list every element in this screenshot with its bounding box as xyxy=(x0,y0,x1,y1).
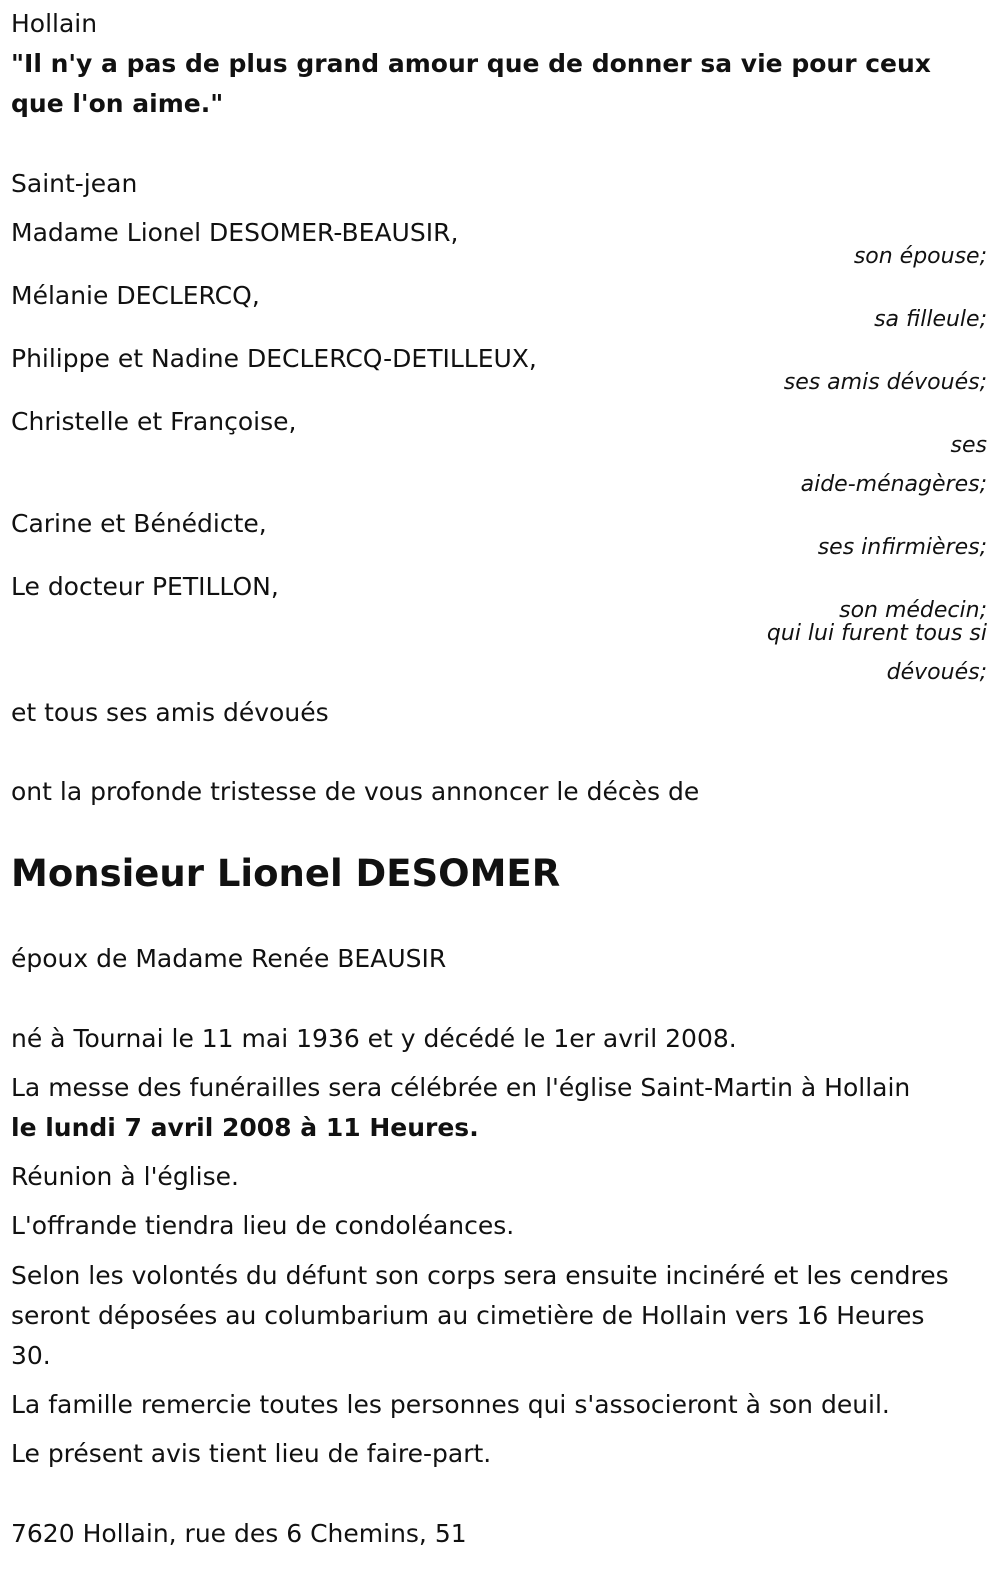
village-name: Hollain xyxy=(11,9,98,38)
family-relation-doctor-extra1: qui lui furent tous si xyxy=(766,621,987,646)
family-relation-doctor-extra2: dévoués; xyxy=(886,660,987,685)
spouse-line: époux de Madame Renée BEAUSIR xyxy=(11,944,447,973)
notice-line: Le présent avis tient lieu de faire-part. xyxy=(11,1439,492,1468)
family-name-doctor: Le docteur PETILLON, xyxy=(11,572,279,601)
announcement-line: ont la profonde tristesse de vous annoncer le décès de xyxy=(11,777,700,806)
deceased-name: Monsieur Lionel DESOMER xyxy=(11,852,561,895)
address-line: 7620 Hollain, rue des 6 Chemins, 51 xyxy=(11,1519,467,1548)
family-name-friends: Philippe et Nadine DECLERCQ-DETILLEUX, xyxy=(11,344,537,373)
place-name: Saint-jean xyxy=(11,169,138,198)
thanks-line: La famille remercie toutes les personnes qui s'associeront à son deuil. xyxy=(11,1390,890,1419)
mass-line: La messe des funérailles sera célébrée en l'église Saint-Martin à Hollain xyxy=(11,1073,911,1102)
friends-line: et tous ses amis dévoués xyxy=(11,698,329,727)
mass-date: le lundi 7 avril 2008 à 11 Heures. xyxy=(11,1113,479,1142)
birth-death-line: né à Tournai le 11 mai 1936 et y décédé le 1er avril 2008. xyxy=(11,1024,737,1053)
family-name-spouse: Madame Lionel DESOMER-BEAUSIR, xyxy=(11,218,459,247)
family-name-housekeepers: Christelle et Françoise, xyxy=(11,407,297,436)
family-relation-doctor: son médecin; xyxy=(839,598,987,623)
family-relation-friends: ses amis dévoués; xyxy=(783,370,987,395)
family-name-nurses: Carine et Bénédicte, xyxy=(11,509,267,538)
family-relation-housekeepers-line1: ses xyxy=(950,433,987,458)
meeting-line: Réunion à l'église. xyxy=(11,1162,239,1191)
family-relation-housekeepers-line2: aide-ménagères; xyxy=(800,472,987,497)
family-relation-goddaughter: sa filleule; xyxy=(874,307,987,332)
epigraph-quote: "Il n'y a pas de plus grand amour que de donner sa vie pour ceux que l'on aime." xyxy=(11,49,931,118)
family-relation-spouse: son épouse; xyxy=(853,244,987,269)
family-relation-nurses: ses infirmières; xyxy=(817,535,987,560)
family-name-goddaughter: Mélanie DECLERCQ, xyxy=(11,281,260,310)
cremation-paragraph: Selon les volontés du défunt son corps sera ensuite incinéré et les cendres seront déposées au columbarium au cimetière de Hollain vers 16 Heures 30. xyxy=(11,1261,949,1370)
offering-line: L'offrande tiendra lieu de condoléances. xyxy=(11,1211,515,1240)
